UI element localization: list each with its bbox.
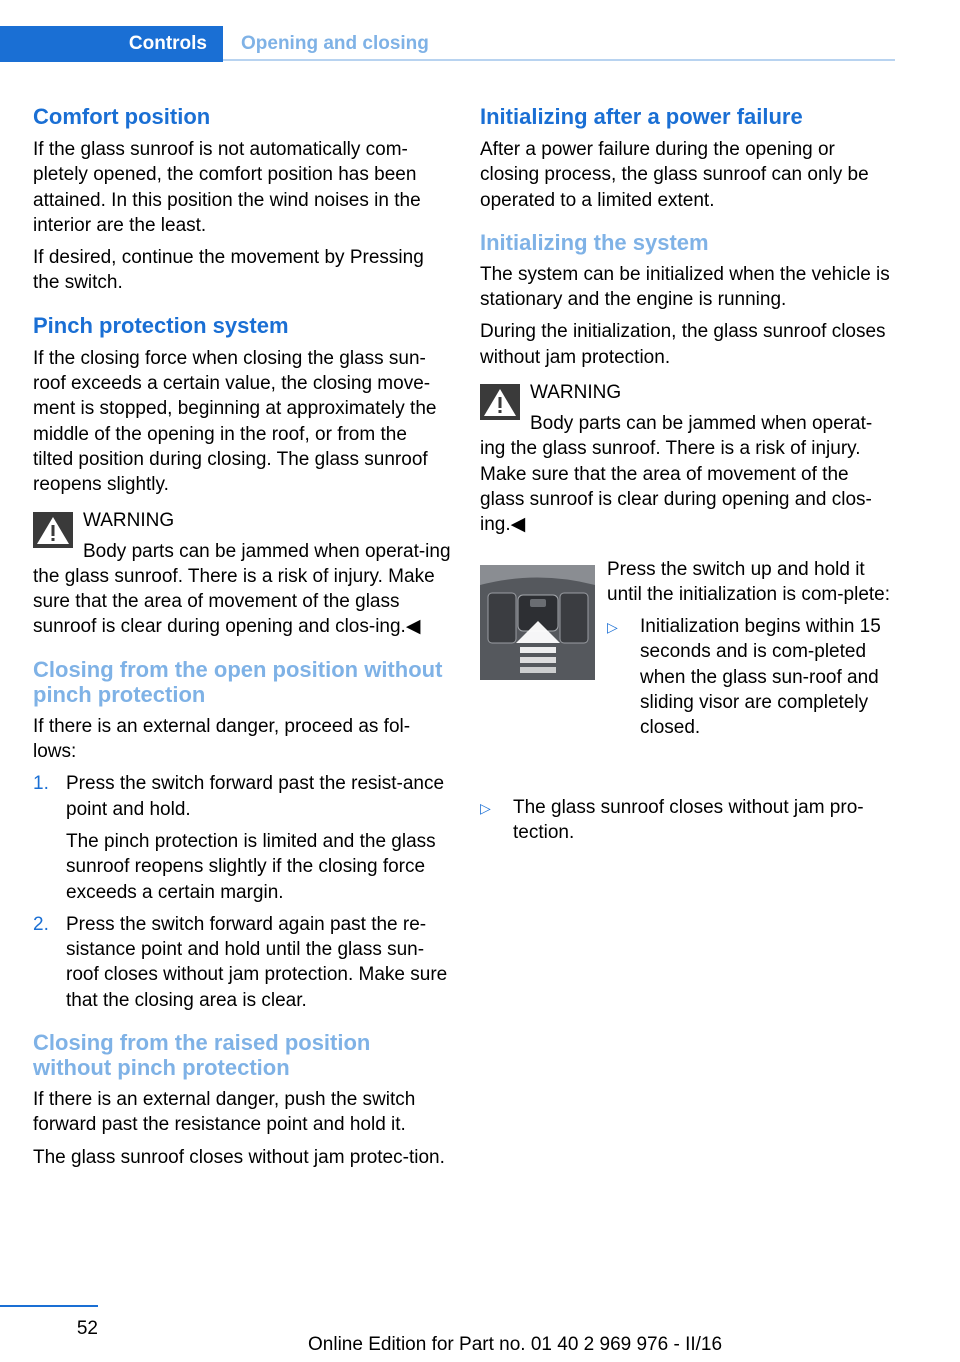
press-switch-instruction: Press the switch up and hold it until the initialization is com-plete: (607, 558, 891, 605)
header-divider (223, 59, 895, 61)
init-paragraph-2: During the initialization, the glass sunroof closes without jam protection. (480, 321, 886, 368)
closing-raised-position-heading: Closing from the raised position without pinch protection (33, 1030, 371, 1081)
pinch-paragraph: If the closing force when closing the glass sun-roof exceeds a certain value, the closing move-ment is stopped, beginning at approximately the middle of the opening in the roof, or from the tilted position during closing. The glass sunroof reopens slightly. (33, 347, 437, 496)
header-tab-controls: Controls (0, 26, 223, 62)
triangle-right-icon: ▷ (480, 799, 491, 816)
warning-title: WARNING (83, 509, 175, 531)
list-item (607, 614, 892, 740)
warning-triangle-icon (33, 512, 73, 548)
warning-body: Body parts can be jammed when operat-ing the glass sunroof. There is a risk of injury. Make sure that the area of movement of the glass sunroof is clear during opening and clos-ing.◀ (33, 540, 451, 638)
comfort-paragraph-2: If desired, continue the movement by Pressing the switch. (33, 247, 424, 294)
raised-paragraph-2: The glass sunroof closes without jam protec-tion. (33, 1146, 445, 1168)
warning-block (480, 380, 892, 537)
warning-body: Body parts can be jammed when operat-ing the glass sunroof. There is a risk of injury. Make sure that the area of movement of the glass sunroof is clear during opening and clos-ing.◀ (480, 413, 873, 536)
triangle-right-icon: ▷ (607, 619, 618, 636)
power-failure-heading: Initializing after a power failure (480, 104, 803, 129)
step-text: Press the switch forward past the resist-ance point and hold. (66, 773, 445, 820)
step-extra: The pinch protection is limited and the glass sunroof reopens slightly if the closing force exceeds a certain margin. (66, 830, 436, 903)
closing-open-position-heading: Closing from the open position without pinch protection (33, 656, 443, 707)
footer-edition: Online Edition for Part no. 01 40 2 969 976 - II/16 (308, 1334, 723, 1355)
bullet-text: Initialization begins within 15 seconds and is com-pleted when the glass sun-roof and sliding visor are completely closed. (640, 616, 881, 739)
sunroof-switch-illustration (480, 565, 595, 680)
sunroof-switch-image (480, 565, 595, 680)
init-paragraph-1: The system can be initialized when the vehicle is stationary and the engine is running. (480, 263, 890, 311)
list-item (480, 795, 892, 846)
left-column (33, 104, 451, 1170)
initializing-system-heading: Initializing the system (480, 229, 709, 255)
bullet-text: The glass sunroof closes without jam pro-tection. (513, 796, 864, 843)
switch-figure-row (480, 557, 892, 795)
step-number: 2. (33, 913, 49, 935)
page-header (0, 26, 895, 62)
warning-triangle-icon (480, 384, 520, 420)
warning-title: WARNING (530, 382, 622, 404)
right-column (480, 104, 892, 845)
power-failure-paragraph: After a power failure during the opening or closing process, the glass sunroof can only be operated to a limited extent. (480, 139, 869, 211)
header-tab-opening-closing: Opening and closing (241, 33, 429, 54)
raised-paragraph-1: If there is an external danger, push the switch forward past the resistance point and hold it. (33, 1089, 416, 1136)
step-text: Press the switch forward again past the re-sistance point and hold until the glass sun-roof closes without jam protection. Make sure that the closing area is clear. (66, 913, 448, 1011)
warning-block (33, 508, 451, 640)
comfort-position-heading: Comfort position (33, 104, 211, 129)
page-number: 52 (76, 1318, 98, 1339)
pinch-protection-heading: Pinch protection system (33, 312, 289, 338)
step-number: 1. (33, 773, 49, 795)
list-item (33, 771, 451, 904)
list-item (33, 912, 451, 1013)
footer-divider (0, 1305, 98, 1307)
closing-open-intro: If there is an external danger, proceed as fol-lows: (33, 715, 411, 763)
comfort-paragraph-1: If the glass sunroof is not automatically com-pletely opened, the comfort position has been attained. In this position the wind noises in the interior are the least. (33, 139, 421, 236)
